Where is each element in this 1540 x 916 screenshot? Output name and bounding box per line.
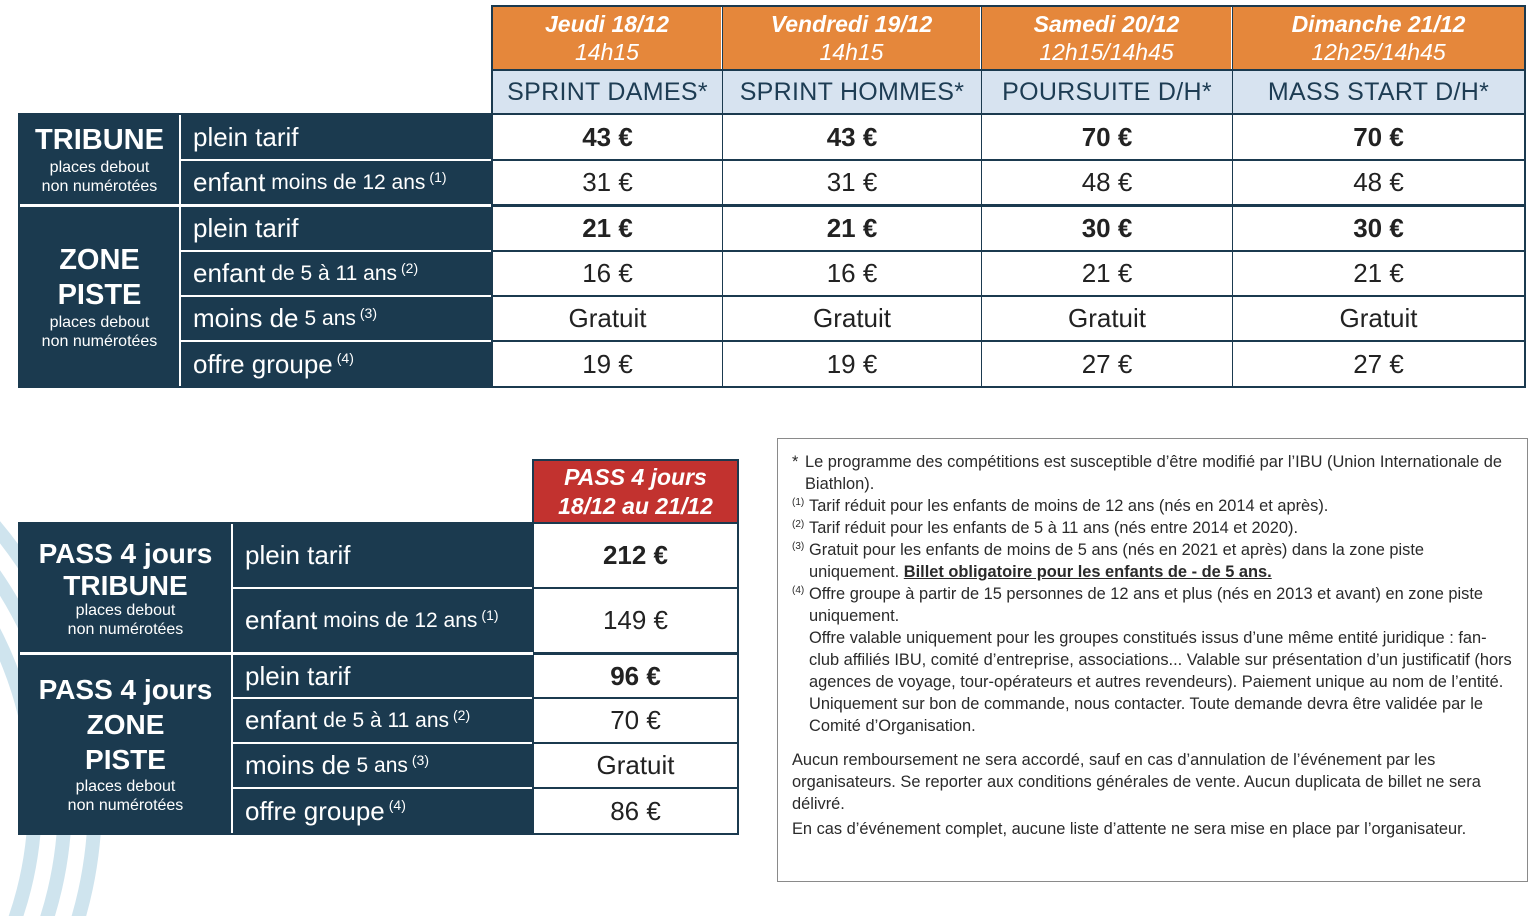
pass-header-line: 18/12 au 21/12 [558, 492, 713, 519]
price-cell: Gratuit [723, 297, 981, 340]
col-day: Samedi 20/12 [1033, 11, 1180, 37]
category-title: TRIBUNE [63, 570, 188, 601]
pass-label-zone-groupe: offre groupe $^{(4)}$ [233, 789, 532, 833]
category-sub: non numérotées [67, 797, 184, 814]
category-sub: places debout [75, 602, 176, 619]
price-cell: 48 € [982, 161, 1232, 204]
pass-label-zone-enfant: enfant de 5 à 11 ans $^{(2)}$ [233, 699, 532, 742]
category-sub: places debout [49, 159, 150, 176]
price-cell: 16 € [493, 252, 722, 295]
pass-label-tribune-plein: plein tarif [233, 524, 532, 587]
row-divider [181, 250, 491, 252]
price-cell: 31 € [723, 161, 981, 204]
pass-label-tribune-enfant: enfant moins de 12 ans $^{(1)}$ [233, 589, 532, 652]
price-cell: Gratuit [982, 297, 1232, 340]
pass-value: 212 € [534, 524, 737, 587]
note-star: * Le programme des compétitions est susceptible d’être modifié par l’IBU (Union Internationale de Biathlon). [792, 453, 1502, 493]
note-4: (4) Offre groupe à partir de 15 personnes de 12 ans et plus (nés en 2013 et avant) en zone piste uniquement. Offre valable uniquement pour les groupes constitués issus d’une même entité juridique : fan-club affiliés IBU, comité d’entreprise, associations... Valable sur présentation d’un justificatif (hors agences de voyage, tour-opérateurs et autres revendeurs). Paiement unique au nom de l’entité. Uniquement sur bon de commande, nous contacter. Toute demande devra être validée par le Comité d’Organisation. [792, 585, 1512, 735]
col-event-3: POURSUITE D/H* [982, 71, 1232, 113]
note-3-emphasis: Billet obligatoire pour les enfants de - de 5 ans. [903, 563, 1272, 581]
category-title: PASS 4 jours [38, 674, 213, 705]
col-time: 12h25/14h45 [1311, 39, 1446, 65]
col-header-3 [982, 7, 1232, 69]
category-zone-piste [20, 207, 179, 386]
pass-header-line: PASS 4 jours [564, 463, 707, 490]
pass-category-tribune [20, 524, 231, 652]
category-sub: places debout [75, 778, 176, 795]
category-sub: non numérotées [67, 621, 184, 638]
col-event-1: SPRINT DAMES* [493, 71, 722, 113]
category-title: TRIBUNE [35, 124, 164, 156]
price-cell: 30 € [982, 207, 1232, 250]
price-cell: Gratuit [493, 297, 722, 340]
price-cell: 19 € [493, 342, 722, 386]
category-sub: places debout [49, 313, 150, 331]
row-divider [181, 340, 491, 342]
row-label-zone-groupe: offre groupe $^{(4)}$ [181, 342, 491, 386]
category-title: ZONE [59, 243, 140, 276]
category-sub: non numérotées [41, 332, 158, 350]
col-event-2: SPRINT HOMMES* [723, 71, 981, 113]
pass-value: Gratuit [534, 744, 737, 787]
pass-value: 86 € [534, 789, 737, 833]
price-cell: 27 € [1233, 342, 1524, 386]
category-sub: non numérotées [41, 178, 158, 195]
col-time: 12h15/14h45 [1039, 39, 1174, 65]
col-event-4: MASS START D/H* [1233, 71, 1524, 113]
col-day: Jeudi 18/12 [544, 11, 670, 37]
pass-category-zone [20, 655, 231, 833]
row-divider [181, 159, 491, 161]
col-time: 14h15 [575, 39, 639, 65]
pass-label-zone-plein: plein tarif [233, 655, 532, 697]
row-label-zone-plein: plein tarif [181, 207, 491, 250]
category-title: PISTE [57, 278, 142, 311]
col-header-1 [493, 7, 722, 69]
col-day: Dimanche 21/12 [1291, 11, 1466, 37]
price-cell: 70 € [1233, 115, 1524, 159]
row-label-tribune-enfant: enfant moins de 12 ans $^{(1)}$ [181, 161, 491, 204]
col-header-2 [723, 7, 981, 69]
price-cell: 27 € [982, 342, 1232, 386]
pass-label-zone-moins5: moins de 5 ans $^{(3)}$ [233, 744, 532, 787]
price-cell: 21 € [493, 207, 722, 250]
row-label-zone-enfant: enfant de 5 à 11 ans $^{(2)}$ [181, 252, 491, 295]
row-divider [233, 587, 532, 589]
price-cell: 30 € [1233, 207, 1524, 250]
pass-value: 96 € [534, 655, 737, 697]
pass-value: 70 € [534, 699, 737, 742]
price-cell: 48 € [1233, 161, 1524, 204]
row-label-tribune-plein: plein tarif [181, 115, 491, 159]
price-cell: Gratuit [1233, 297, 1524, 340]
note-waitlist: En cas d’événement complet, aucune liste d’attente ne sera mise en place par l’organisateur. [792, 820, 1467, 838]
note-2: (2) Tarif réduit pour les enfants de 5 à 11 ans (nés entre 2014 et 2020). [792, 519, 1298, 537]
price-cell: 21 € [1233, 252, 1524, 295]
note-1: (1) Tarif réduit pour les enfants de moins de 12 ans (nés en 2014 et après). [792, 497, 1329, 515]
category-title: PISTE [85, 744, 166, 775]
note-3: (3) Gratuit pour les enfants de moins de 5 ans (nés en 2021 et après) dans la zone piste uniquement. Billet obligatoire pour les enfants de - de 5 ans. [792, 541, 1425, 581]
row-divider [181, 295, 491, 297]
category-tribune [20, 115, 179, 204]
price-cell: 21 € [982, 252, 1232, 295]
row-divider [233, 787, 532, 789]
row-divider [233, 697, 532, 699]
price-cell: 43 € [723, 115, 981, 159]
price-cell: 70 € [982, 115, 1232, 159]
price-cell: 16 € [723, 252, 981, 295]
category-title: ZONE [86, 709, 165, 740]
col-day: Vendredi 19/12 [770, 11, 933, 37]
row-label-zone-moins5: moins de 5 ans $^{(3)}$ [181, 297, 491, 340]
price-cell: 43 € [493, 115, 722, 159]
col-time: 14h15 [819, 39, 884, 65]
col-header-4 [1233, 7, 1524, 69]
price-cell: 21 € [723, 207, 981, 250]
pass-header [534, 461, 737, 522]
pass-value: 149 € [534, 589, 737, 652]
row-divider [233, 742, 532, 744]
category-title: PASS 4 jours [38, 538, 213, 569]
notes-box [777, 438, 1528, 882]
note-refund: Aucun remboursement ne sera accordé, sauf en cas d’annulation de l’événement par les organisateurs. Se reporter aux conditions générales de vente. Aucun duplicata de billet ne sera délivré. [792, 751, 1481, 813]
price-cell: 31 € [493, 161, 722, 204]
price-cell: 19 € [723, 342, 981, 386]
